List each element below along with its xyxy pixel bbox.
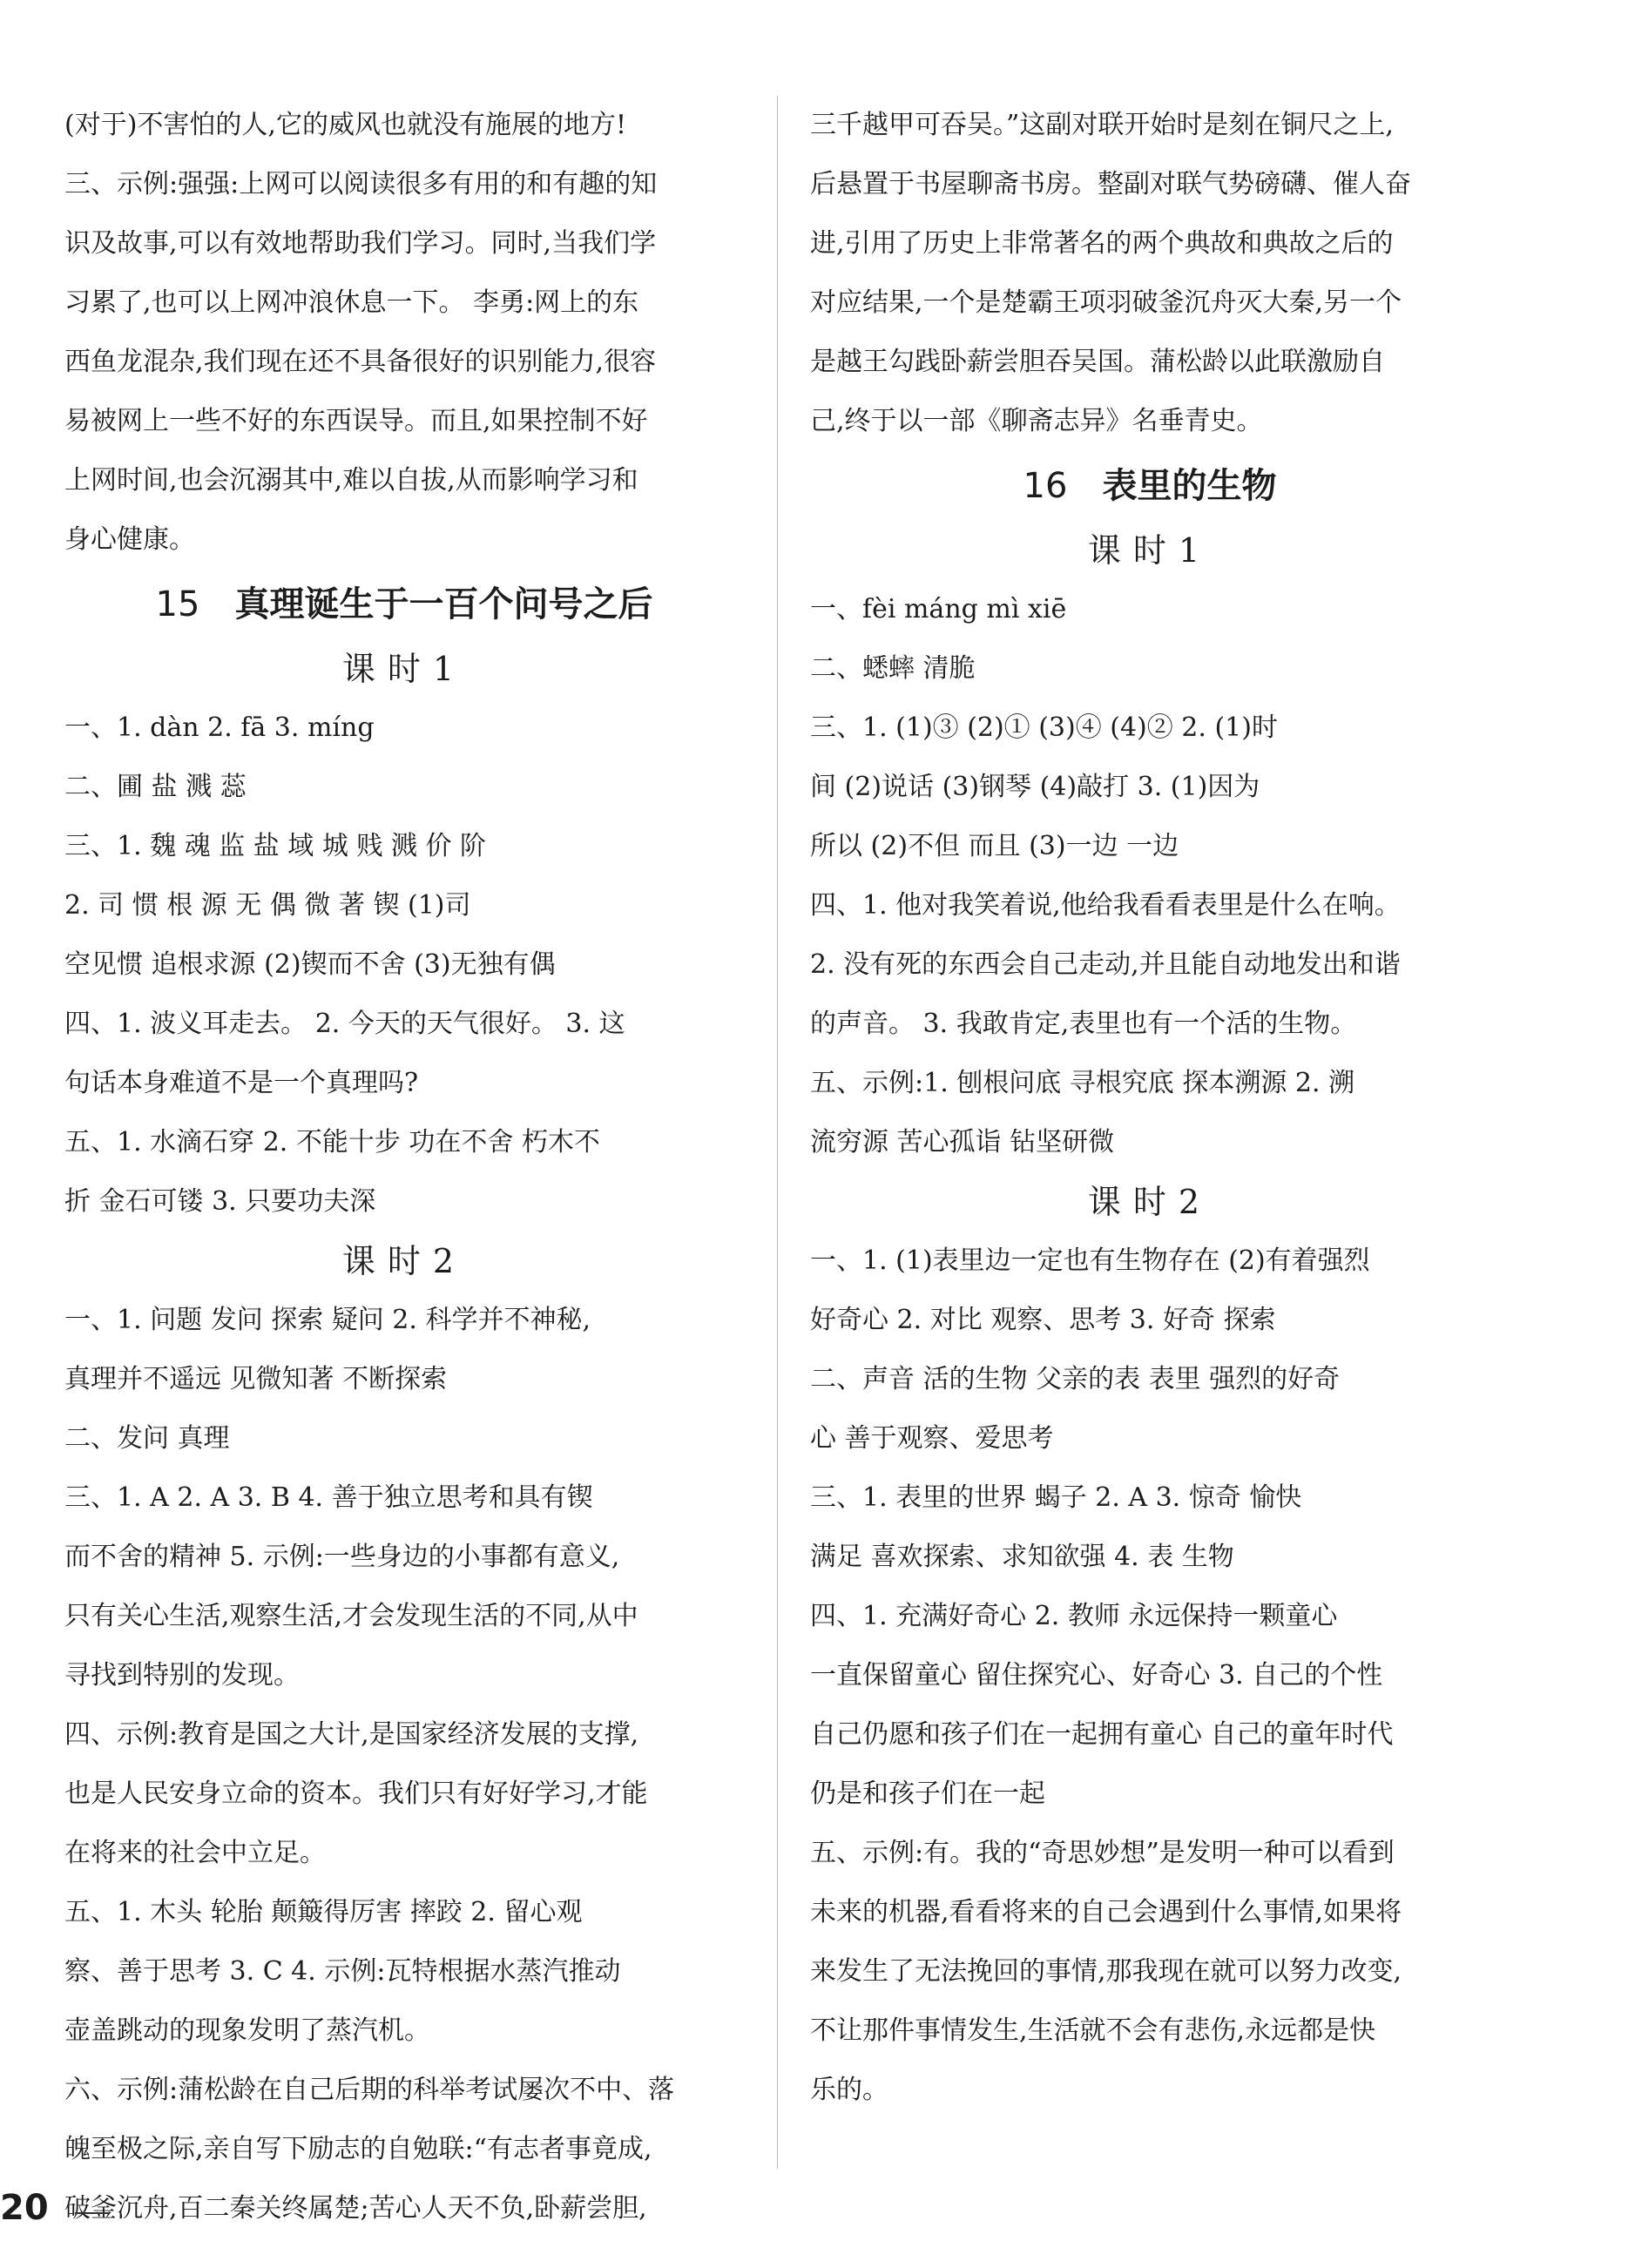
answer-line: 习累了,也可以上网冲浪休息一下。 李勇:网上的东: [64, 287, 639, 318]
answer-line: 破釜沉舟,百二秦关终属楚;苦心人天不负,卧薪尝胆,: [64, 2193, 647, 2224]
chapter-heading: [810, 451, 1490, 521]
answer-line: 对应结果,一个是楚霸王项羽破釜沉舟灭大秦,另一个: [810, 287, 1402, 318]
answer-line: 三、1. A 2. A 3. B 4. 善于独立思考和具有锲: [64, 1482, 593, 1513]
answer-line: 壶盖跳动的现象发明了蒸汽机。: [64, 2015, 430, 2046]
answer-line: 三千越甲可吞吴。”这副对联开始时是刻在铜尺之上,: [810, 110, 1394, 140]
answer-line: 上网时间,也会沉溺其中,难以自拔,从而影响学习和: [64, 465, 638, 496]
answer-line: 真理并不遥远 见微知著 不断探索: [64, 1364, 448, 1394]
answer-line: 魄至极之际,亲自写下励志的自勉联:“有志者事竟成,: [64, 2134, 652, 2164]
answer-line: 四、示例:教育是国之大计,是国家经济发展的支撑,: [64, 1719, 639, 1750]
answer-line: 所以 (2)不但 而且 (3)一边 一边: [810, 831, 1179, 861]
lesson-heading: 课时2: [341, 1242, 467, 1280]
answer-line: 也是人民安身立命的资本。我们只有好好学习,才能: [64, 1779, 648, 1809]
answer-line: 未来的机器,看看将来的自己会遇到什么事情,如果将: [810, 1897, 1402, 1927]
answer-line: 五、示例:1. 刨根问底 寻根究底 探本溯源 2. 溯: [810, 1068, 1355, 1098]
answer-line: 一、1. (1)表里边一定也有生物存在 (2)有着强烈: [810, 1245, 1370, 1276]
answer-line: 折 金石可镂 3. 只要功夫深: [64, 1186, 376, 1217]
answer-line: 三、1. 表里的世界 蝎子 2. A 3. 惊奇 愉快: [810, 1482, 1302, 1513]
answer-line: 流穷源 苦心孤诣 钻坚研微: [810, 1127, 1115, 1158]
answer-line: 句话本身难道不是一个真理吗?: [64, 1068, 419, 1098]
answer-line: 好奇心 2. 对比 观察、思考 3. 好奇 探索: [810, 1305, 1276, 1335]
chapter-number: 15: [155, 584, 200, 624]
lesson-heading: 课时1: [341, 650, 467, 688]
lesson-heading: 课时1: [1087, 531, 1213, 570]
answer-line: 三、示例:强强:上网可以阅读很多有用的和有趣的知: [64, 169, 658, 199]
answer-line: 一、1. dàn 2. fā 3. míng: [64, 712, 375, 743]
answer-line: 2. 司 惯 根 源 无 偶 微 著 锲 (1)司: [64, 890, 471, 921]
answer-line: 的声音。 3. 我敢肯定,表里也有一个活的生物。: [810, 1009, 1357, 1039]
answer-line: 五、示例:有。我的“奇思妙想”是发明一种可以看到: [810, 1838, 1395, 1868]
answer-line: 间 (2)说话 (3)钢琴 (4)敲打 3. (1)因为: [810, 772, 1260, 802]
page-number: 20: [0, 2188, 49, 2228]
answer-line: 四、1. 他对我笑着说,他给我看看表里是什么在响。: [810, 890, 1401, 921]
answer-line: 只有关心生活,观察生活,才会发现生活的不同,从中: [64, 1601, 638, 1631]
right-column: [810, 96, 1490, 2120]
answer-line: 四、1. 波义耳走去。 2. 今天的天气很好。 3. 这: [64, 1009, 625, 1039]
answer-line: 二、声音 活的生物 父亲的表 表里 强烈的好奇: [810, 1364, 1341, 1394]
answer-line: 五、1. 木头 轮胎 颠簸得厉害 摔跤 2. 留心观: [64, 1897, 583, 1927]
answer-line: 后悬置于书屋聊斋书房。整副对联气势磅礴、催人奋: [810, 169, 1411, 199]
answer-line: 是越王勾践卧薪尝胆吞吴国。蒲松龄以此联激励自: [810, 347, 1385, 377]
answer-line: 一、fèi máng mì xiē: [810, 594, 1067, 624]
answer-line: 自己仍愿和孩子们在一起拥有童心 自己的童年时代: [810, 1719, 1394, 1750]
answer-line: 一直保留童心 留住探究心、好奇心 3. 自己的个性: [810, 1660, 1383, 1691]
answer-line: 空见惯 追根求源 (2)锲而不舍 (3)无独有偶: [64, 949, 556, 980]
answer-line: 六、示例:蒲松龄在自己后期的科举考试屡次不中、落: [64, 2075, 675, 2105]
answer-line: 二、蟋蟀 清脆: [810, 653, 976, 684]
answer-line: 仍是和孩子们在一起: [810, 1779, 1045, 1809]
answer-line: 察、善于思考 3. C 4. 示例:瓦特根据水蒸汽推动: [64, 1956, 621, 1987]
answer-line: 在将来的社会中立足。: [64, 1838, 326, 1868]
answer-line: 易被网上一些不好的东西误导。而且,如果控制不好: [64, 406, 648, 436]
chapter-title: 真理诞生于一百个问号之后: [234, 584, 653, 624]
answer-line: 西鱼龙混杂,我们现在还不具备很好的识别能力,很容: [64, 347, 657, 377]
answer-line: 三、1. 魏 魂 监 盐 域 城 贱 溅 价 阶: [64, 831, 486, 861]
chapter-number: 16: [1023, 466, 1068, 506]
answer-line: 己,终于以一部《聊斋志异》名垂青史。: [810, 406, 1263, 436]
lesson-heading: 课时2: [1087, 1183, 1213, 1221]
answer-line: 不让那件事情发生,生活就不会有悲伤,永远都是快: [810, 2015, 1376, 2046]
answer-line: 来发生了无法挽回的事情,那我现在就可以努力改变,: [810, 1956, 1402, 1987]
answer-line: 五、1. 水滴石穿 2. 不能十步 功在不舍 朽木不: [64, 1127, 600, 1158]
answer-line: 满足 喜欢探索、求知欲强 4. 表 生物: [810, 1542, 1234, 1572]
answer-line: (对于)不害怕的人,它的威风也就没有施展的地方!: [64, 110, 626, 140]
left-column: [64, 96, 744, 2238]
column-divider: [777, 96, 778, 2169]
answer-line: 识及故事,可以有效地帮助我们学习。同时,当我们学: [64, 228, 657, 259]
answer-line: 2. 没有死的东西会自己走动,并且能自动地发出和谐: [810, 949, 1401, 980]
answer-line: 二、发问 真理: [64, 1423, 230, 1454]
answer-line: 进,引用了历史上非常著名的两个典故和典故之后的: [810, 228, 1394, 259]
answer-line: 寻找到特别的发现。: [64, 1660, 300, 1691]
answer-line: 一、1. 问题 发问 探索 疑问 2. 科学并不神秘,: [64, 1305, 591, 1335]
answer-line: 身心健康。: [64, 524, 195, 555]
answer-line: 二、圃 盐 溅 蕊: [64, 772, 247, 802]
chapter-title: 表里的生物: [1102, 466, 1277, 506]
answer-line: 心 善于观察、爱思考: [810, 1423, 1054, 1454]
answer-line: 三、1. (1)③ (2)① (3)④ (4)② 2. (1)时: [810, 712, 1278, 743]
page-number-rule: [75, 2212, 108, 2214]
answer-line: 而不舍的精神 5. 示例:一些身边的小事都有意义,: [64, 1542, 620, 1572]
answer-line: 乐的。: [810, 2075, 888, 2105]
answer-line: 四、1. 充满好奇心 2. 教师 永远保持一颗童心: [810, 1601, 1338, 1631]
chapter-heading: [64, 570, 744, 639]
